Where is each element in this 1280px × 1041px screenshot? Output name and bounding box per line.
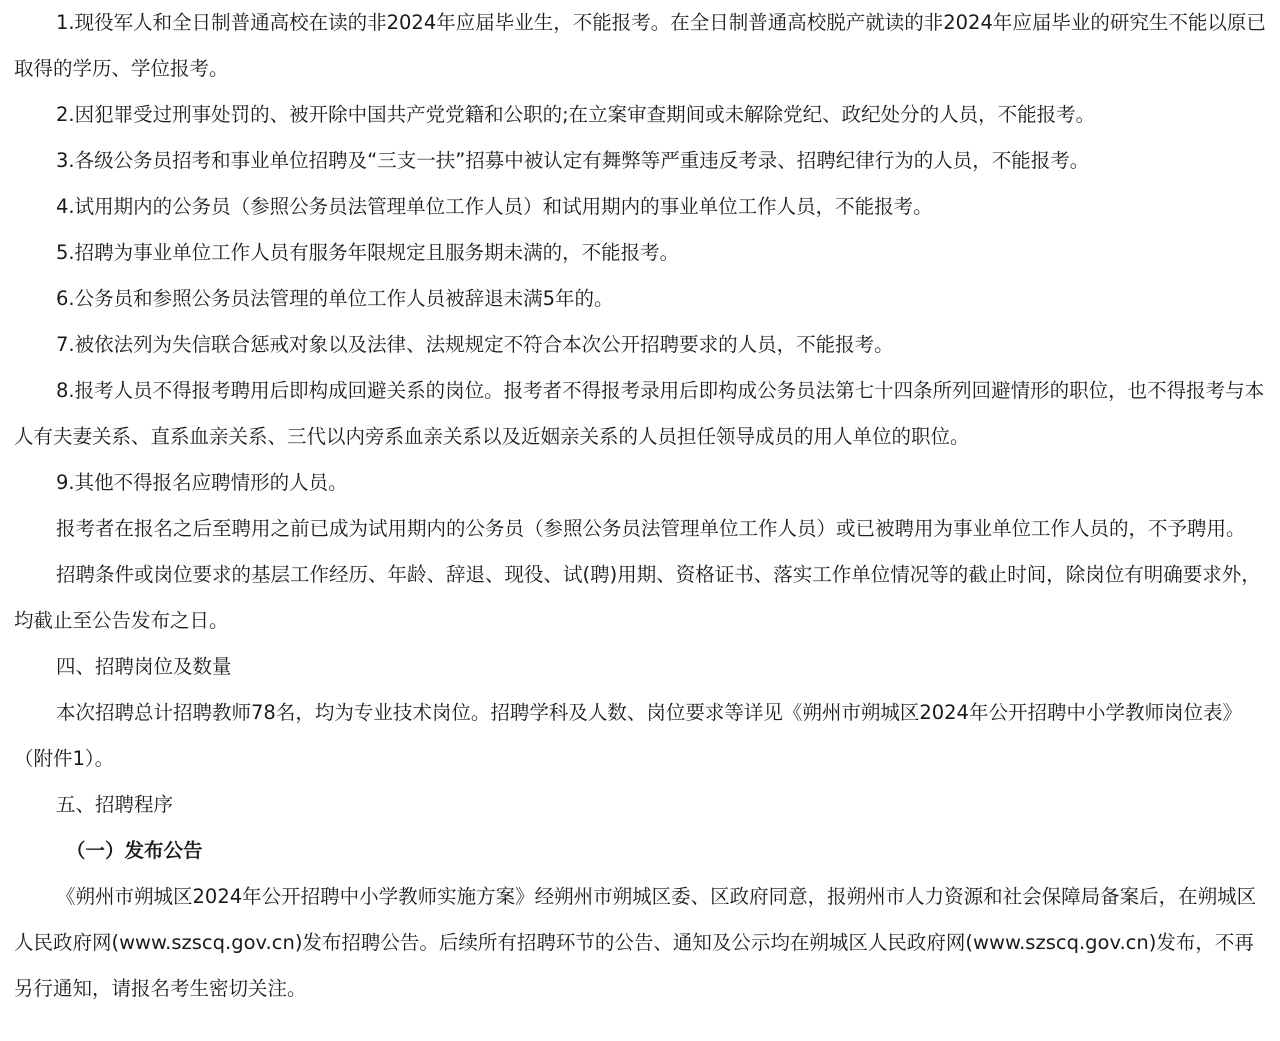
paragraph-condition-8: 8.报考人员不得报考聘用后即构成回避关系的岗位。报考者不得报考录用后即构成公务员法第七十四条所列回避情形的职位，也不得报考与本人有夫妻关系、直系血亲关系、三代以内旁系血亲关系以及近姻亲关系的人员担任领导成员的用人单位的职位。 xyxy=(14,379,1265,448)
paragraph-positions: 本次招聘总计招聘教师78名，均为专业技术岗位。招聘学科及人数、岗位要求等详见《朔州市朔城区2024年公开招聘中小学教师岗位表》（附件1）。 xyxy=(14,701,1242,770)
paragraph-condition-2: 2.因犯罪受过刑事处罚的、被开除中国共产党党籍和公职的;在立案审查期间或未解除党纪、政纪处分的人员，不能报考。 xyxy=(56,103,1096,126)
paragraph-condition-4: 4.试用期内的公务员（参照公务员法管理单位工作人员）和试用期内的事业单位工作人员，不能报考。 xyxy=(56,195,933,218)
paragraph-deadline-note: 招聘条件或岗位要求的基层工作经历、年龄、辞退、现役、试(聘)用期、资格证书、落实工作单位情况等的截止时间，除岗位有明确要求外，均截止至公告发布之日。 xyxy=(14,563,1261,632)
paragraph-announcement: 《朔州市朔城区2024年公开招聘中小学教师实施方案》经朔州市朔城区委、区政府同意，报朔州市人力资源和社会保障局备案后，在朔城区人民政府网(www.szscq.gov.cn)发布招聘公告。后续所有招聘环节的公告、通知及公示均在朔城区人民政府网(www.szscq.gov.cn)发布，不再另行通知，请报名考生密切关注。 xyxy=(14,885,1257,1000)
paragraph-probation-note: 报考者在报名之后至聘用之前已成为试用期内的公务员（参照公务员法管理单位工作人员）或已被聘用为事业单位工作人员的，不予聘用。 xyxy=(56,517,1246,540)
paragraph-condition-7: 7.被依法列为失信联合惩戒对象以及法律、法规规定不符合本次公开招聘要求的人员，不能报考。 xyxy=(56,333,894,356)
paragraph-condition-3: 3.各级公务员招考和事业单位招聘及“三支一扶”招募中被认定有舞弊等严重违反考录、招聘纪律行为的人员，不能报考。 xyxy=(56,149,1090,172)
section-heading-procedure: 五、招聘程序 xyxy=(56,793,174,816)
section-heading-positions: 四、招聘岗位及数量 xyxy=(56,655,232,678)
paragraph-condition-1: 1.现役军人和全日制普通高校在读的非2024年应届毕业生，不能报考。在全日制普通高校脱产就读的非2024年应届毕业的研究生不能以原已取得的学历、学位报考。 xyxy=(14,11,1266,80)
paragraph-condition-5: 5.招聘为事业单位工作人员有服务年限规定且服务期未满的，不能报考。 xyxy=(56,241,680,264)
paragraph-condition-6: 6.公务员和参照公务员法管理的单位工作人员被辞退未满5年的。 xyxy=(56,287,614,310)
subsection-heading-announcement: （一）发布公告 xyxy=(66,839,203,862)
paragraph-condition-9: 9.其他不得报名应聘情形的人员。 xyxy=(56,471,348,494)
